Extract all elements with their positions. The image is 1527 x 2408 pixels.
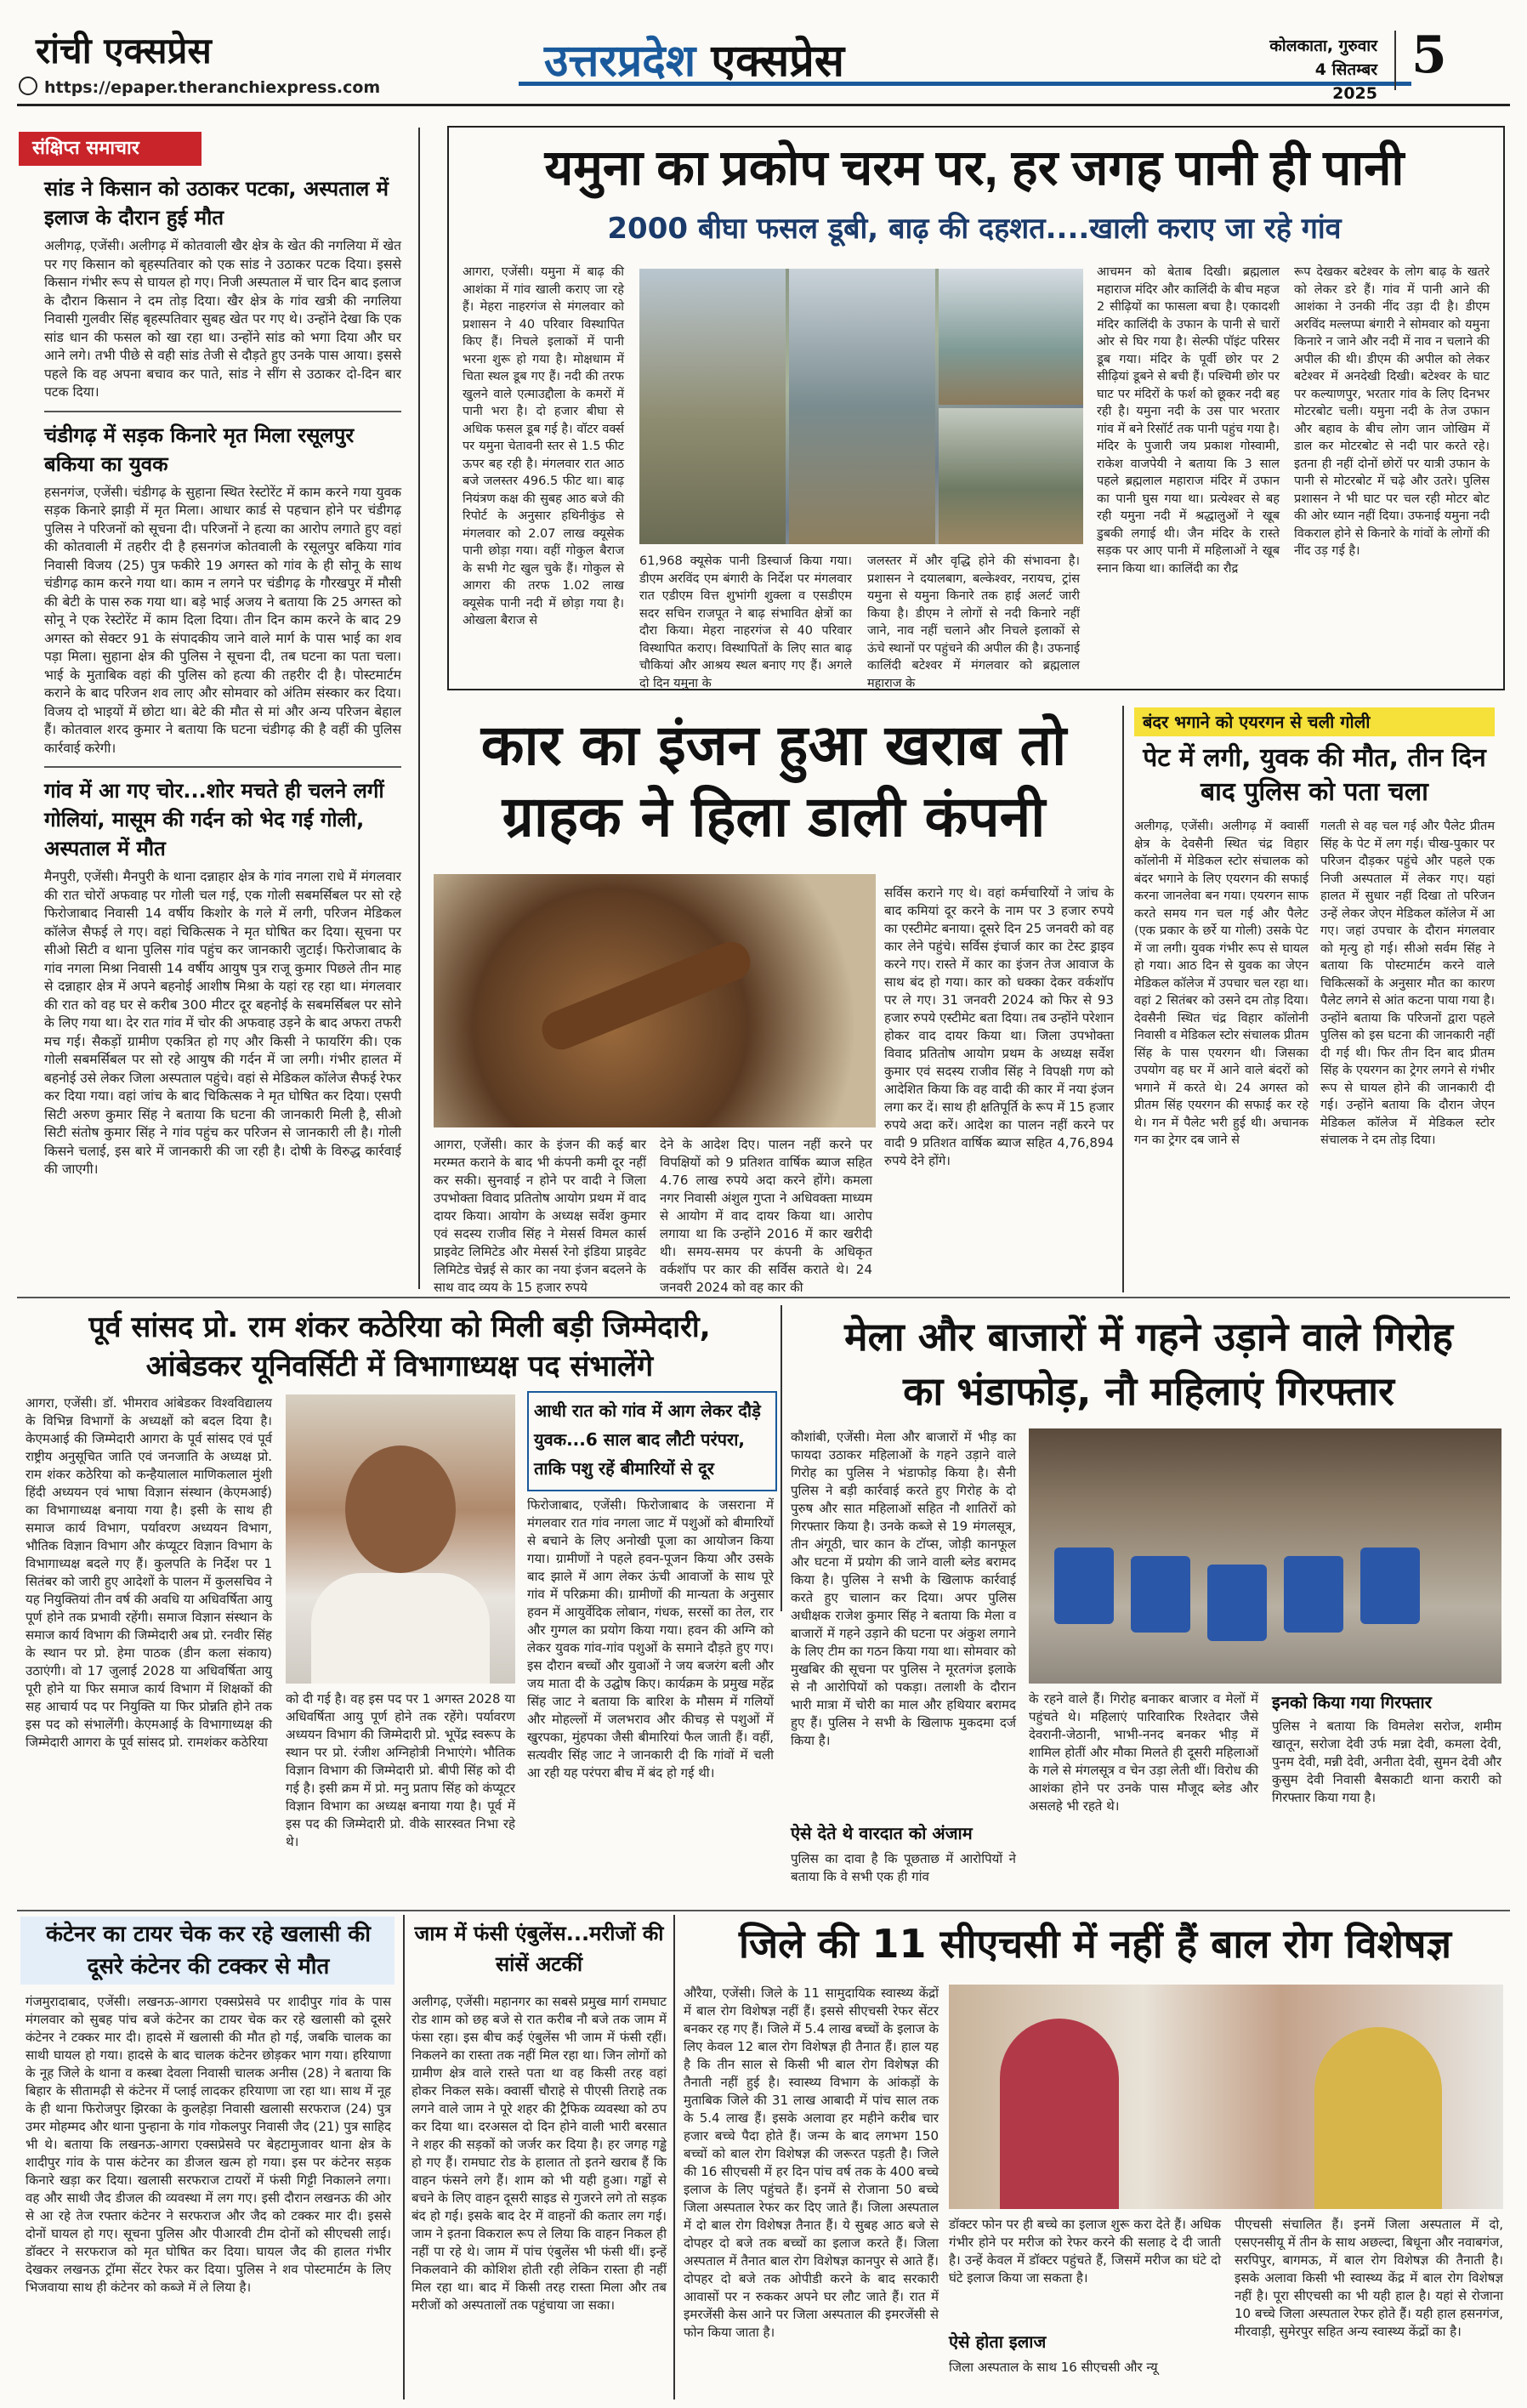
flood-photo-panel	[939, 269, 1083, 405]
column-divider	[781, 1305, 782, 1611]
lead-col-1: आगरा, एजेंसी। यमुना में बाढ़ की आशंका में गांव खाली कराए जा रहे हैं। मेहरा नाहरगंज से मंगलवार को प्रशासन ने 40 परिवार विस्थापित किए हैं। निचले इलाकों में पानी भरना शुरू हो गया है। मोक्षधाम में चिता स्थल डूब गए हैं। नदी की तरफ खुलने वाले एत्माउद्दौला के कमरों में पानी भरा है। दो हजार बीघा से अधिक फसल डूब गई है। वॉटर वर्क्स पर यमुना चेतावनी स्तर से 1.5 फीट ऊपर बह रही है। मंगलवार रात आठ बजे जलस्तर 496.5 फीट था। बाढ़ नियंत्रण कक्ष की सुबह आठ बजे की रिपोर्ट के अनुसार हथिनीकुंड से मंगलवार को 2.07 लाख क्यूसेक पानी छोड़ा गया। वहीं गोकुल बैराज के सभी गेट खुल चुके हैं। गोकुल से आगरा की तरफ 1.02 लाख क्यूसेक पानी नदी में छोड़ा गया है। ओखला बैराज से	[463, 265, 624, 628]
fire-headline[interactable]: आधी रात को गांव में आग लेकर दौड़े युवक...6 साल बाद लौटी परंपरा, ताकि पशु रहें बीमारियों से दूर	[534, 1400, 761, 1479]
flood-photo-panel	[939, 408, 1083, 544]
column-divider	[403, 1915, 405, 2399]
brief-headline-3[interactable]: गांव में आ गए चोर...शोर मचते ही चलने लगीं गोलियां, मासूम की गर्दन को भेद गई गोली, अस्पताल में मौत	[44, 779, 384, 860]
katheria-headline-line-1: पूर्व सांसद प्रो. राम शंकर कठेरिया को मिली बड़ी जिम्मेदारी,	[88, 1310, 711, 1344]
gang-headline[interactable]	[787, 1309, 1510, 1418]
header-divider	[1394, 31, 1396, 90]
car-headline-line-2: ग्राहक ने हिला डाली कंपनी	[502, 784, 1046, 849]
chc-headline[interactable]: जिले की 11 सीएचसी में नहीं हैं बाल रोग विशेषज्ञ	[739, 1921, 1451, 1967]
divider	[44, 411, 401, 412]
brief-headline-2[interactable]: चंडीगढ़ में सड़क किनारे मृत मिला रसूलपुर बकिया का युवक	[44, 423, 355, 476]
brief-text-3: मैनपुरी, एजेंसी। मैनपुरी के थाना दन्नाहार क्षेत्र के गांव नगला राधे में मंगलवार की रात चोरों अफवाह पर गोली चल गई, एक गोली सबमर्सिबल पर सो रहे फिरोजाबाद निवासी 14 वर्षीय किशोर के गले में लगी, परिजन मेडिकल कॉलेज सैफई ले गए। वहां चिकित्सक ने मृत घोषित कर दिया। सूचना पर सीओ सिटी व थाना पुलिस गांव पहुंच कर जानकारी जुटाई। फिरोजाबाद के गांव नगला मिश्रा निवासी 14 वर्षीय आयुष पुत्र राजू कुमार पिछले तीन माह से दन्नाहार क्षेत्र में अपने बहनोई आशीष मिश्रा के यहां रह रहा था। मंगलवार की रात को वह घर से करीब 300 मीटर दूर बहनोई के सबमर्सिबल पर सोने के लिए गया था। देर रात गांव में चोर की अफवाह उड़ने के बाद अफरा तफरी मच गई। सैकड़ों ग्रामीण एकत्रित हो गए और किसी ने फायरिंग की। एक गोली सबमर्सिबल पर सो रहे आयुष की गर्दन में जा लगी। गंभीर हालत में बहनोई उसे लेकर जिला अस्पताल पहुंचे। वहां से मेडिकल कॉलेज सैफई रेफर कर दिया गया। वहां जांच के बाद चिकित्सक ने मृत घोषित कर दिया। एसपी सिटी अरुण कुमार सिंह ने बताया कि घटना की जानकारी मिली है, सीओ सिटी संतोष कुमार सिंह ने गांव पहुंच कर परिजन से जानकारी ली है। गोली किसने चलाई, इस बारे में जानकारी की जा रही है। दोषी के विरुद्ध कार्रवाई की जाएगी।	[44, 869, 401, 1177]
container-col-1: गंजमुरादाबाद, एजेंसी। लखनऊ-आगरा एक्सप्रेसवे पर शादीपुर गांव के पास मंगलवार को सुबह पांच बजे कंटेनर का टायर चेक कर रहे खलासी को दूसरे कंटेनर ने टक्कर मार दी। हादसे में खलासी की मौत हो गई, जबकि चालक का साथी घायल हो गया। हादसे के बाद चालक कंटेनर छोड़कर भाग गया। हरियाणा के नूह जिले के थाना व कस्बा देवला निवासी चालक अनीस (28) ने बताया कि बिहार के सीतामढ़ी से कंटेनर में प्लाई लादकर हरियाणा जा रहा था। साथ में नूह के ही थाना फिरोजपुर झिरका के कुलहेड़ा निवासी खलासी सरफराज (24) पुत्र उमर मोहम्मद और थाना पुन्हाना के गांव गोकलपुर निवासी जैद (21) पुत्र साहिद भी थे। बताया कि लखनऊ-आगरा एक्सप्रेसवे पर बेहटामुजावर थाना क्षेत्र के शादीपुर गांव के पास कंटेनर का डीजल खत्म हो गया। इस पर कंटेनर सड़क किनारे खड़ा कर दिया। खलासी सरफराज टायरों में फंसी गिट्टी निकालने लगा। वह और साथी जैद डीजल की व्यवस्था में लग गए। इसी दौरान लखनऊ की ओर से आ रहे तेज रफ्तार कंटेनर ने सरफराज और जैद को टक्कर मार दी। इससे दोनों घायल हो गए। सूचना पुलिस और पीआरवी टीम दोनों को सीएचसी लाई। डॉक्टर ने सरफराज को मृत घोषित कर दिया। घायल जैद की हालत गंभीर देखकर लखनऊ ट्रॉमा सेंटर रेफर कर दिया। पुलिस ने शव पोस्टमार्टम के लिए भिजवाया साथ ही कंटेनर को कब्जे में ले लिया है।	[26, 1994, 391, 2295]
column-divider	[418, 128, 420, 1289]
flood-photo	[639, 269, 1083, 544]
lead-col-5: रूप देखकर बटेश्वर के लोग बाढ़ के खतरे को लेकर डरे हैं। गांव में पानी आने की आशंका ने उनकी नींद उड़ा दी है। डीएम अरविंद मल्लप्पा बंगारी ने सोमवार को यमुना किनारे न जाने और नदी में नाव न चलाने की अपील की थी। डीएम की अपील को लेकर बटेश्वर में अनदेखी दिखी। बटेश्वर के घाट पर कल्याणपुर, भरतार गांव के लिए दिनभर मोटरबोट चली। यमुना नदी के तेज उफान और बहाव के बीच लोग जान जोखिम में डाल कर मोटरबोट से नदी पार करते रहे। इतना ही नहीं दोनों छोरों पर यात्री उफान के पानी से मोटरबोट में चढ़े और उतरे। पुलिस प्रशासन ने भी घाट पर चल रही मोटर बोट की ओर ध्यान नहीं दिया। उफनाई यमुना नदी विकराल होने से किनारे के गांवों के लोगों की नींद उड़ गई है।	[1294, 265, 1490, 558]
katheria-headline[interactable]	[26, 1308, 774, 1386]
city-day: कोलकाता, गुरुवार	[1269, 37, 1377, 55]
brief-headline-1[interactable]: सांड ने किसान को उठाकर पटका, अस्पताल में इलाज के दौरान हुई मौत	[44, 177, 389, 230]
gang-headline-line-2: का भंडाफोड़, नौ महिलाएं गिरफ्तार	[903, 1368, 1394, 1414]
lead-col-3: जलस्तर में और वृद्धि होने की संभावना है। प्रशासन ने दयालबाग, बल्केश्वर, नरायच, ट्रांस यमुना से यमुना किनारे तक हाई अलर्ट जारी किया है। डीएम ने लोगों से नदी किनारे नहीं जाने, नाव नहीं चलाने और निचले इलाकों से ऊंचे स्थानों पर पहुंचने की अपील की है। उफनाई कालिंदी बटेश्वर में मंगलवार को ब्रह्मलाल महाराज के	[867, 554, 1080, 690]
monkey-col-1: अलीगढ़, एजेंसी। अलीगढ़ में क्वार्सी क्षेत्र के देवसैनी स्थित चंद्र विहार कॉलोनी में मेडिकल स्टोर संचालक को बंदर भगाने के लिए एयरगन की सफाई करना जानलेवा बन गया। एयरगन साफ करते समय गन चल गई और पैलेट (एक प्रकार के छर्रे या गोली) उसके पेट में जा लगी। युवक गंभीर रूप से घायल हो गया। आठ दिन से युवक का जेएन मेडिकल कॉलेज में उपचार चल रहा था। वहां 2 सितंबर को उसने दम तोड़ दिया। देवसैनी स्थित चंद्र विहार कॉलोनी निवासी व मेडिकल स्टोर संचालक प्रीतम सिंह के पास एयरगन थी। जिसका उपयोग वह घर में आने वाले बंदरों को भगाने में करते थे। 24 अगस्त को प्रीतम सिंह एयरगन की सफाई कर रहे थे। गन में पैलेट भरी हुई थी। अचानक गन का ट्रेगर दब जाने से	[1134, 820, 1308, 1147]
monkey-headline[interactable]: पेट में लगी, युवक की मौत, तीन दिन बाद पुलिस को पता चला	[1143, 743, 1486, 807]
car-col-1: आगरा, एजेंसी। कार के इंजन की कई बार मरम्मत कराने के बाद भी कंपनी कमी दूर नहीं कर सकी। सुनवाई न होने पर वादी ने जिला उपभोक्ता विवाद प्रतितोष आयोग प्रथम में वाद दायर किया। आयोग के अध्यक्ष सर्वेश कुमार एवं सदस्य राजीव सिंह ने मेसर्स विमल कार्स प्राइवेट लिमिटेड और मेसर्स रेनो इंडिया प्राइवेट लिमिटेड चेन्नई से कार का नया इंजन बदलने के साथ वाद व्यय के 15 हजार रुपये	[434, 1137, 646, 1295]
dateline	[1267, 34, 1377, 105]
katheria-portrait	[286, 1394, 515, 1684]
issue-date: 4 सितम्बर 2025	[1314, 60, 1377, 103]
chc-col-1: औरैया, एजेंसी। जिले के 11 सामुदायिक स्वास्थ्य केंद्रों में बाल रोग विशेषज्ञ नहीं हैं। इससे सीएचसी रेफर सेंटर बनकर रह गए हैं। जिले में 5.4 लाख बच्चों के इलाज के लिए केवल 12 बाल रोग विशेषज्ञ ही तैनात हैं। हाल यह है कि तीन साल से किसी भी बाल रोग विशेषज्ञ की तैनाती नहीं हुई है। स्वास्थ्य विभाग के आंकड़ों के मुताबिक जिले की 31 लाख आबादी में पांच साल तक के 5.4 लाख हैं। इसके अलावा हर महीने करीब चार हजार बच्चे पैदा होते हैं। जन्म के बाद लगभग 150 बच्चों को बाल रोग विशेषज्ञ की जरूरत पड़ती है। जिले की 16 सीएचसी में हर दिन पांच वर्ष तक के 400 बच्चे इलाज के लिए पहुंचते हैं। इनमें से रोजाना 50 बच्चे जिला अस्पताल रेफर कर दिए जाते हैं। जिला अस्पताल में दो बाल रोग विशेषज्ञ तैनात हैं। ये सुबह आठ बजे से दोपहर दो बजे तक बच्चों का इलाज करते हैं। जिला अस्पताल में तैनात बाल रोग विशेषज्ञ कानपुर से आते हैं। दोपहर दो बजे तक ओपीडी करने के बाद सरकारी आवासों पर न रुककर अपने घर लौट जाते हैं। रात में इमरजेंसी केस आने पर जिला अस्पताल की इमरजेंसी से फोन किया जाता है।	[684, 1985, 939, 2340]
ambulance-col-1: अलीगढ़, एजेंसी। महानगर का सबसे प्रमुख मार्ग रामघाट रोड शाम को छह बजे से रात करीब नौ बजे तक जाम में फंसा रहा। इस बीच कई एंबुलेंस भी जाम में फंसी रहीं। निकलने का रास्ता तक नहीं मिल रहा था। जिन लोगों को ग्रामीण क्षेत्र वाले रास्ते पता था वह किसी तरह वहां होकर निकल सके। क्वार्सी चौराहे से पीएसी तिराहे तक लगने वाले जाम ने पूरे शहर की ट्रैफिक व्यवस्था को ठप कर दिया था। दरअसल दो दिन होने वाली भारी बरसात ने शहर की सड़कों को जर्जर कर दिया है। हर जगह गड्ढे हो गए हैं। रामघाट रोड के हालात तो इतने खराब हैं कि वाहन फंसने लगे हैं। शाम को भी यही हुआ। गड्ढों से बचने के लिए वाहन दूसरी साइड से गुजरने लगे तो सड़क बंद हो गई। इसके बाद देर में वाहनों की कतार लग गई। जाम ने इतना विकराल रूप ले लिया कि वाहन निकल ही नहीं पा रहे थे। जाम में पांच एंबुलेंस भी फंसी थीं। इन्हें निकलवाने की कोशिश होती रही लेकिन रास्ता ही नहीं मिल रहा था। बाद में किसी तरह रास्ता मिला और तब मरीजों को अस्पतालों तक पहुंचाया जा सका।	[412, 1994, 667, 2313]
monkey-col-2: गलती से वह चल गई और पैलेट प्रीतम सिंह के पेट में लग गई। चीख-पुकार पर परिजन दौड़कर पहुंचे और पहले एक निजी अस्पताल में लेकर गए। यहां हालत में सुधार नहीं दिखा तो परिजन उन्हें लेकर जेएन मेडिकल कॉलेज में आ गए। जहां उपचार के दौरान मंगलवार को मृत्यु हो गई। सीओ सर्वम सिंह ने बताया कि पोस्टमार्टम करने वाले चिकित्सकों के अनुसार मौत का कारण पैलेट लगने से आंत कटना पाया गया है। उन्होंने बताया कि परिजनों द्वारा पहले पुलिस को इस घटना की जानकारी नहीं दी गई थी। फिर तीन दिन बाद प्रीतम सिंह के एयरगन का ट्रेगर लगने से गंभीर रूप से घायल होने की जानकारी दी गई। उन्होंने बताया कि दौरान जेएन मेडिकल कॉलेज में मेडिकल स्टोर संचालक ने दम तोड़ दिया।	[1320, 820, 1495, 1147]
header-rule	[17, 104, 1510, 106]
gang-subhead: ऐसे देते थे वारदात को अंजाम	[791, 1823, 973, 1843]
briefs-column	[44, 174, 401, 1179]
ambulance-headline[interactable]: जाम में फंसी एंबुलेंस...मरीजों की सांसें अटकीं	[414, 1922, 664, 1976]
gang-col-2: के रहने वाले हैं। गिरोह बनाकर बाजार व मेलों में पहुंचते थे। महिलाएं पारिवारिक रिश्तेदार जैसे देवरानी-जेठानी, भाभी-ननद बनकर भीड़ में शामिल होतीं और मौका मिलते ही दूसरी महिलाओं के गले से मंगलसूत्र व चेन उड़ा लेती थीं। विरोध की आशंका होने पर उनके पास मौजूद ब्लेड और असलहे भी रहते थे।	[1029, 1691, 1258, 1814]
evidence-packet	[1131, 1556, 1190, 1633]
evidence-packet	[1360, 1548, 1420, 1624]
chc-photo-caption: डॉक्टर फोन पर ही बच्चे का इलाज शुरू करा देते हैं। अधिक गंभीर होने पर मरीज को रेफर करने की सलाह दे दी जाती है। उन्हें केवल में डॉक्टर पहुंचते हैं, जिसमें मरीज का घंटे दो घंटे इलाज किया जा सकता है।	[949, 2217, 1221, 2286]
lead-col-4: आचमन को बेताब दिखी। ब्रह्मलाल महाराज मंदिर और कालिंदी के बीच महज 2 सीढ़ियों का फासला बचा है। एकादशी मंदिर कालिंदी के उफान के पानी से चारों ओर से घिर गया है। सेल्फी पॉइंट परिसर डूब गया। मंदिर के पूर्वी छोर पर 2 सीढ़ियां डूबने से बची हैं। पश्चिमी छोर पर घाट पर मंदिरों के फर्श को छूकर नदी बह रही है। यमुना नदी के उस पार भरतार गांव में बने रिसॉर्ट तक पानी पहुंच गया है। मंदिर के पुजारी जय प्रकाश गोस्वामी, राकेश वाजपेयी ने बताया कि 3 साल पहले ब्रह्मलाल महाराज मंदिर में उफान का पानी घुस गया था। प्रत्येश्वर से बह रही यमुना नदी में श्रद्धालुओं ने खूब डुबकी लगाई थी। जैन मंदिर के रास्ते सड़क पर आए पानी में महिलाओं ने खूब स्नान किया था। कालिंदी का रौद्र	[1097, 265, 1280, 576]
flood-photo-panel	[789, 269, 935, 544]
section-rule	[17, 1910, 1510, 1911]
person-silhouette	[1000, 2019, 1119, 2209]
masthead-express: एक्सप्रेस	[711, 35, 845, 87]
gavel-icon	[536, 936, 756, 1055]
face-silhouette	[345, 1445, 456, 1573]
body-silhouette	[311, 1573, 490, 1684]
briefs-label: संक्षिप्त समाचार	[19, 132, 202, 166]
katheria-headline-line-2: आंबेडकर यूनिवर्सिटी में विभागाध्यक्ष पद संभालेंगे	[145, 1349, 654, 1383]
chc-col-2b: जिला अस्पताल के साथ 16 सीएचसी और न्यू	[949, 2360, 1158, 2375]
evidence-packet	[1054, 1548, 1114, 1624]
globe-icon	[19, 77, 37, 95]
section-masthead	[544, 29, 844, 89]
evidence-packet	[1284, 1556, 1343, 1633]
lead-subhead: 2000 बीघा फसल डूबी, बाढ़ की दहशत....खाली कराए जा रहे गांव	[607, 212, 1342, 246]
gang-col-1: कौशांबी, एजेंसी। मेला और बाजारों में भीड़ का फायदा उठाकर महिलाओं के गहने उड़ाने वाले गिरोह का पुलिस ने भंडाफोड़ किया है। सैनी पुलिस ने बड़ी कार्रवाई करते हुए गिरोह के दो पुरुष और सात महिलाओं सहित नौ शातिरों को गिरफ्तार किया है। उनके कब्जे से 19 मंगलसूत्र, तीन अंगूठी, चार कान के टॉप्स, जोड़ी कानफूल और घटना में प्रयोग की जाने वाली ब्लेड बरामद किया है। पुलिस ने सभी के खिलाफ कार्रवाई करते हुए चालान कर दिया। अपर पुलिस अधीक्षक राजेश कुमार सिंह ने बताया कि मेला व बाजारों में गहने उड़ाने की घटना पर अंकुश लगाने के लिए टीम का गठन किया गया था। सोमवार को मुखबिर की सूचना पर पुलिस ने मूरतगंज इलाके से नौ आरोपियों को पकड़ा। तलाशी के दौरान भारी मात्रा में चोरी का माल और हथियार बरामद हुए हैं। पुलिस ने सभी के खिलाफ मुकदमा दर्ज किया है।	[791, 1429, 1016, 1748]
brief-text-1: अलीगढ़, एजेंसी। अलीगढ़ में कोतवाली खैर क्षेत्र के खेत की नगलिया में खेत पर गए किसान को बृहस्पतिवार को एक सांड ने उठाकर पटक दिया। इससे किसान गंभीर रूप से घायल हो गए। निजी अस्पताल में चार दिन बाद इलाज के दौरान किसान ने दम तोड़ दिया। खैर क्षेत्र के गांव खत्री की नगलिया निवासी गुलवीर सिंह बृहस्पतिवार सुबह खेत पर गए थे। उन्होंने देखा कि एक सांड धान की फसल को खा रहा था। उन्होंने सांड को भगा दिया और घर आने लगे। तभी पीछे से वही सांड तेजी से दौड़ते हुए उनके पास आया। इससे पहले कि वह अपना बचाव कर पाते, सांड ने सींग से उठाकर दो-दिन बार पटक दिया।	[44, 238, 401, 400]
column-divider	[1122, 706, 1124, 1292]
car-col-2: देने के आदेश दिए। पालन नहीं करने पर विपक्षियों को 9 प्रतिशत वार्षिक ब्याज सहित 4.76 लाख रुपये अदा करने होंगे। कमला नगर निवासी अंशुल गुप्ता ने अधिवक्ता माध्यम से आयोग में वाद दायर किया था। आरोप लगाया था कि उन्होंने 2016 में कार खरीदी थी। समय-समय पर कंपनी के अधिकृत वर्कशॉप पर कार की सर्विस कराते थे। 24 जनवरी 2024 को वह कार की	[660, 1137, 872, 1295]
page-number: 5	[1411, 26, 1447, 85]
fire-col-1: फिरोजाबाद, एजेंसी। फिरोजाबाद के जसराना में मंगलवार रात गांव नगला जाट में पशुओं को बीमारियों से बचाने के लिए अनोखी पूजा का आयोजन किया गया। ग्रामीणों ने पहले हवन-पूजन किया और उसके बाद झाले में आग लेकर ऊंची आवाजों के साथ पूरे गांव में परिक्रमा की। ग्रामीणों की मान्यता के अनुसार हवन में आयुर्वेदिक लोबान, गंधक, सरसों का तेल, रार और गुग्गल का प्रयोग किया गया। हवन की अग्नि को लेकर युवक गांव-गांव पशुओं के समाने दौड़ते हुए गए। इस दौरान बच्चों और युवाओं ने जय बजरंग बली और जय माता दी के उद्घोष किए। कार्यक्रम के प्रमुख महेंद्र सिंह जाट ने बताया कि बारिश के मौसम में गलियों और मोहल्लों में जलभराव और कीचड़ से पशुओं में खुरपका, मुंहपका जैसी बीमारियां फैल जाती हैं। वहीं, सत्यवीर सिंह जाट ने जानकारी दी कि गांवों में चली आ रही यह परंपरा बीच में बंद हो गई थी।	[527, 1497, 774, 1780]
flood-photo-panel	[639, 269, 786, 544]
divider	[44, 766, 401, 768]
gavel-photo	[434, 874, 876, 1127]
lead-col-2: 61,968 क्यूसेक पानी डिस्चार्ज किया गया। डीएम अरविंद एम बंगारी के निर्देश पर मंगलवार रात एडीएम वित्त शुभांगी शुक्ला व एसडीएम सदर सचिन राजपूत ने बाढ़ संभावित क्षेत्रों का दौरा किया। मेहरा नाहरगंज से 40 परिवार विस्थापित कराए। विस्थापितों के लिए सात बाढ़ चौकियां और आश्रय स्थल बनाए गए हैं। अगले दो दिन यमुना के	[639, 554, 852, 690]
brief-text-2: हसनगंज, एजेंसी। चंडीगढ़ के सुहाना स्थित रेस्टोरेंट में काम करने गया युवक सड़क किनारे झाड़ी में मृत मिला। आधार कार्ड से पहचान होने पर चंडीगढ़ पुलिस ने परिजनों को सूचना दी। परिजनों ने हत्या का आरोप लगाते हुए वहां की कोतवाली में तहरीर दी है हसनगंज कोतवाली के रसूलपुर बकिया गांव निवासी विजय (25) पुत्र फकीरे 19 अगस्त को गांव के ही सोनू के साथ चंडीगढ़ काम करने गया था। काम न लगने पर चंडीगढ़ के गौरखपुर में मौसी की बेटी के पास रुक गया था। बड़े भाई अजय ने बताया कि 25 अगस्त को सोनू ने एक रेस्टोरेंट में काम दिला दिया। तीन दिन काम करने के बाद 29 अगस्त को सेक्टर 91 के संपादकीय जाने वाले मार्ग के पास भाई का शव पड़ा मिला। सुहाना क्षेत्र की पुलिस ने सूचना दी, तब घटना का पता चला। भाई के मुताबिक वहां की पुलिस को हत्या की तहरीर दी है। पोस्टमार्टम कराने के बाद परिजन शव लाए और सोमवार को अंतिम संस्कार कर दिया। विजय दो भाइयों में छोटा था। बेटे की मौत से मां और अन्य परिजन बेहाल हैं। कोतवाल शरद कुमार ने बताया कि घटना चंडीगढ़ की है वहीं की पुलिस कार्रवाई करेगी।	[44, 484, 401, 756]
chc-col-3: पीएचसी संचालित हैं। इनमें जिला अस्पताल में दो, एसएनसीयू में तीन के साथ अछल्दा, बिधूना और नवाबगंज, सरपिपुर, बागमऊ, में बाल रोग विशेषज्ञ की तैनाती है। इसके अलावा किसी भी स्वास्थ्य केंद्र में बाल रोग विशेषज्ञ नहीं है। पूरा सीएचसी का भी यही हाल है। यहां से रोजाना 10 बच्चे जिला अस्पताल रेफर होते हैं। यही हाल हसनगंज, मीरवाड़ी, सुमेरपुर सहित अन्य स्वास्थ्य केंद्रों का है।	[1235, 2217, 1503, 2339]
gang-caption: इनको किया गया गिरफ्तार	[1272, 1692, 1432, 1712]
hospital-photo	[949, 1985, 1503, 2209]
katheria-col-1: आगरा, एजेंसी। डॉ. भीमराव आंबेडकर विश्वविद्यालय के विभिन्न विभागों के अध्यक्षों को बदल दिया है। केएमआई की जिम्मेदारी आगरा के पूर्व सांसद एवं पूर्व राष्ट्रीय अनुसूचित जाति एवं जनजाति के अध्यक्ष प्रो. राम शंकर कठेरिया को कन्हैयालाल माणिकलाल मुंशी हिंदी अध्ययन एवं भाषा विज्ञान संस्थान (केएमआई) का विभागाध्यक्ष बनाया गया है। इसी के साथ ही समाज कार्य विभाग, पर्यावरण अध्ययन विभाग, भौतिक विज्ञान विभाग और कंप्यूटर विज्ञान विभाग के विभागाध्यक्ष बदले गए हैं। कुलपति के निर्देश पर 1 सितंबर को जारी हुए आदेशों के पालन में कुलसचिव ने यह नियुक्तियां तीन वर्ष की अवधि या अधिवर्षिता आयु पूर्ण होने तक प्रभावी रहेंगी। समाज विज्ञान संस्थान के समाज कार्य विभाग की जिम्मेदारी अब प्रो. रनवीर सिंह के स्थान पर प्रो. हेमा पाठक (डीन कला संकाय) उठाएंगी। वो 17 जुलाई 2028 या अधिवर्षिता आयु पूरी होने या फिर समाज कार्य विभाग में शिक्षकों की सह आचार्य पद पर नियुक्ति या फिर प्रोन्नति होने तक इस पद को संभालेंगी। केएमआई के विभागाध्यक्ष की जिम्मेदारी आगरा के पूर्व सांसद प्रो. रामशंकर कठेरिया	[26, 1395, 272, 1750]
section-rule	[17, 1297, 1510, 1298]
katheria-col-2: को दी गई है। वह इस पद पर 1 अगस्त 2028 या अधिवर्षिता आयु पूर्ण होने तक रहेंगे। पर्यावरण अध्ययन विभाग की जिम्मेदारी प्रो. भूपेंद्र स्वरूप के स्थान पर प्रो. रंजीश अग्निहोत्री निभाएंगे। भौतिक विज्ञान विभाग की जिम्मेदारी प्रो. बीपी सिंह को दी गई है। इसी क्रम में प्रो. मनु प्रताप सिंह को कंप्यूटर विज्ञान विभाग का अध्यक्ष बनाया गया है। पूर्व में इस पद की जिम्मेदारी प्रो. वीके सारस्वत निभा रहे थे।	[286, 1691, 515, 1849]
gang-headline-line-1: मेला और बाजारों में गहने उड़ाने वाले गिरोह	[844, 1314, 1453, 1360]
column-divider	[673, 1915, 675, 2399]
seized-items-photo	[1029, 1428, 1501, 1684]
newspaper-brand: रांची एक्सप्रेस	[36, 30, 212, 71]
car-col-3: सर्विस कराने गए थे। वहां कर्मचारियों ने जांच के बाद कमियां दूर करने के नाम पर 3 हजार रुपये का एस्टीमेट बनाया। दूसरे दिन 25 जनवरी को वह कार लेने पहुंचे। सर्विस इंचार्ज कार का टेस्ट ड्राइव करने गए। रास्ते में कार का इंजन तेज आवाज के साथ बंद हो गया। कार को धक्का देकर वर्कशॉप पर ले गए। 31 जनवरी 2024 को फिर से 93 हजार रुपये एस्टीमेट बता दिया। तब उन्होंने परेशान होकर वाद दायर किया था। जिला उपभोक्ता विवाद प्रतितोष आयोग प्रथम के अध्यक्ष सर्वेश कुमार एवं सदस्य राजीव सिंह ने विपक्षी गण को आदेशित किया कि वह वादी की कार में नया इंजन लगा कर दें। साथ ही क्षतिपूर्ति के रूप में 15 हजार रुपये अदा करें। आदेश का पालन नहीं करने पर वादी 9 प्रतिशत वार्षिक ब्याज सहित 4,76,894 रुपये देने होंगे।	[884, 885, 1114, 1168]
person-silhouette	[1314, 2027, 1442, 2209]
car-headline[interactable]	[434, 710, 1114, 853]
evidence-packet	[1207, 1565, 1267, 1641]
gang-col-1b: पुलिस का दावा है कि पूछताछ में आरोपियों ने बताया कि वे सभी एक ही गांव	[791, 1851, 1016, 1884]
chc-subhead: ऐसे होता इलाज	[949, 2331, 1047, 2352]
car-headline-line-1: कार का इंजन हुआ खराब तो	[480, 713, 1067, 778]
lead-headline[interactable]: यमुना का प्रकोप चरम पर, हर जगह पानी ही पानी	[544, 140, 1405, 196]
container-headline[interactable]: कंटेनर का टायर चेक कर रहे खलासी की दूसरे कंटेनर की टक्कर से मौत	[46, 1922, 371, 1979]
epaper-url[interactable]: https://epaper.theranchiexpress.com	[44, 78, 381, 97]
gang-col-3: पुलिस ने बताया कि विमलेश सरोज, शमीम खातून, सरोजा देवी उर्फ मन्ना देवी, कमला देवी, पुनम देवी, मन्नी देवी, अनीता देवी, सुमन देवी और कुसुम देवी निवासी बैसकाटी थाना करारी को गिरफ्तार किया गया है।	[1272, 1718, 1501, 1805]
masthead-region: उत्तरप्रदेश	[544, 35, 696, 87]
monkey-tag: बंदर भगाने को एयरगन से चली गोली	[1134, 707, 1495, 736]
